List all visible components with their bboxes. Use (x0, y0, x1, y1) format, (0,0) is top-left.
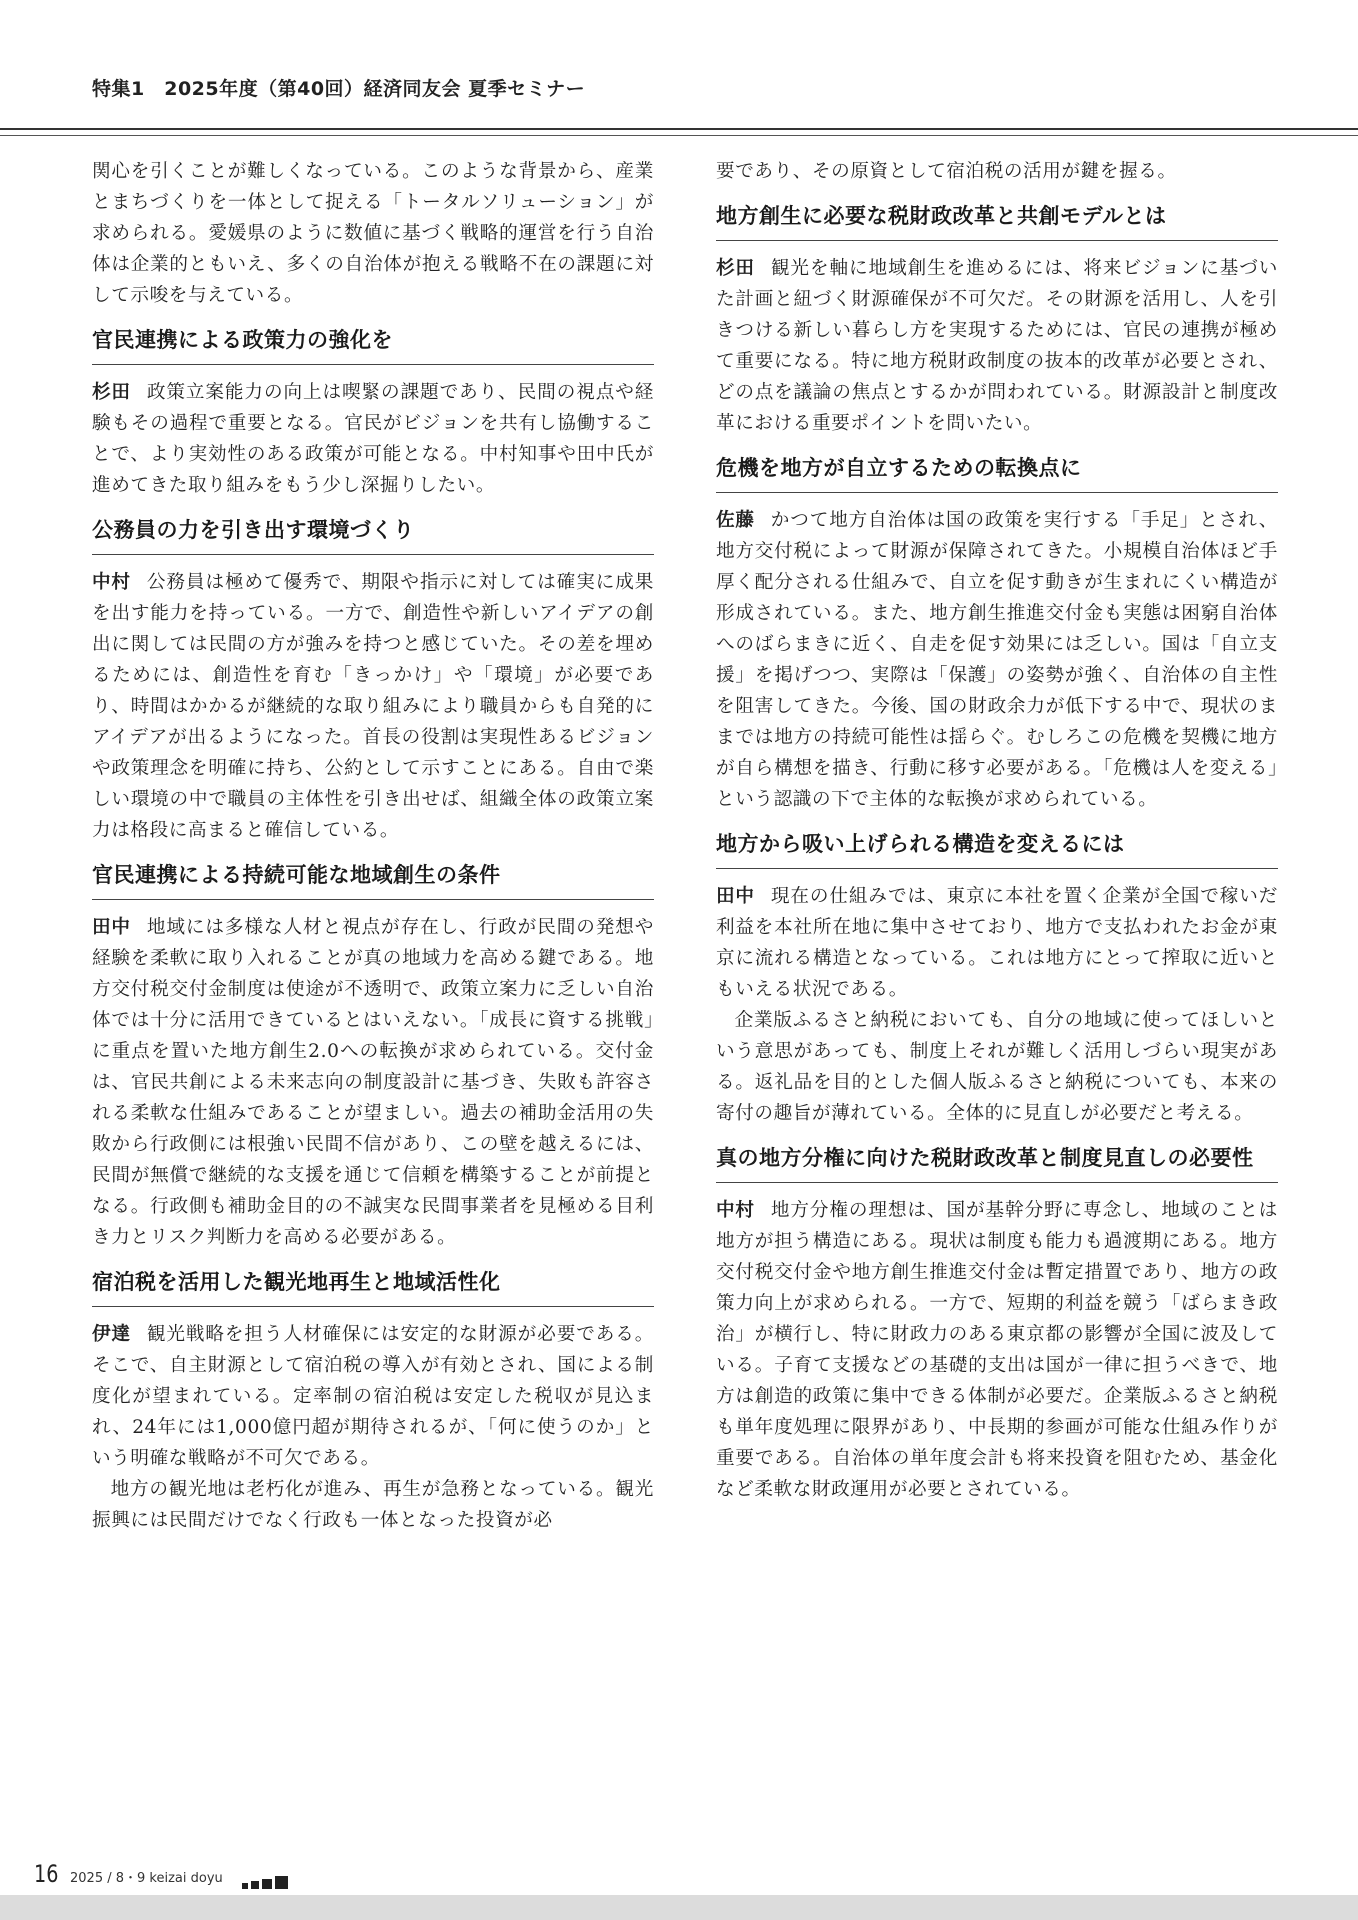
square-icon (275, 1876, 288, 1889)
section-heading: 危機を地方が自立するための転換点に (716, 453, 1278, 493)
speaker-name: 伊達 (92, 1324, 131, 1345)
section-paragraph (92, 1319, 654, 1474)
section-paragraph (92, 567, 654, 846)
section-paragraph (92, 377, 654, 501)
square-icon (242, 1883, 248, 1889)
header-rule (0, 128, 1358, 130)
section-heading: 官民連携による持続可能な地域創生の条件 (92, 860, 654, 900)
section-heading: 真の地方分権に向けた税財政改革と制度見直しの必要性 (716, 1143, 1278, 1183)
bottom-band (0, 1895, 1358, 1920)
continuation-paragraph: 地方の観光地は老朽化が進み、再生が急務となっている。観光振興には民間だけでなく行政も一体となった投資が必 (92, 1479, 654, 1531)
section-paragraph (716, 505, 1278, 815)
paragraph-text: かつて地方自治体は国の政策を実行する「手足」とされ、地方交付税によって財源が保障されてきた。小規模自治体ほど手厚く配分される仕組みで、自立を促す動きが生まれにくい構造が形成されている。また、地方創生推進交付金も実態は困窮自治体へのばらまきに近く、自走を促す効果には乏しい。国は「自立支援」を掲げつつ、実際は「保護」の姿勢が強く、自治体の自主性を阻害してきた。今後、国の財政余力が低下する中で、現状のままでは地方の持続可能性は揺らぐ。むしろこの危機を契機に地方が自ら構想を描き、行動に移す必要がある。「危機は人を変える」という認識の下で主体的な転換が求められている。 (716, 510, 1278, 810)
header-rule-thin (0, 135, 1358, 136)
section-heading: 地方から吸い上げられる構造を変えるには (716, 829, 1278, 869)
paragraph-text: 観光戦略を担う人材確保には安定的な財源が必要である。そこで、自主財源として宿泊税の導入が有効とされ、国による制度化が望まれている。定率制の宿泊税は安定した税収が見込まれ、24年には1,000億円超が期待されるが、「何に使うのか」という明確な戦略が不可欠である。 (92, 1324, 654, 1469)
continuation-paragraph: 企業版ふるさと納税においても、自分の地域に使ってほしいという意思があっても、制度上それが難しく活用しづらい現実がある。返礼品を目的とした個人版ふるさと納税についても、本来の寄付の趣旨が薄れている。全体的に見直しが必要だと考える。 (716, 1010, 1278, 1124)
speaker-name: 田中 (92, 917, 131, 938)
square-icon (262, 1879, 272, 1889)
speaker-name: 中村 (716, 1200, 755, 1221)
decorative-squares-icon (242, 1870, 291, 1884)
paragraph-text: 観光を軸に地域創生を進めるには、将来ビジョンに基づいた計画と紐づく財源確保が不可欠だ。その財源を活用し、人を引きつける新しい暮らし方を実現するためには、官民の連携が極めて重要になる。特に地方税財政制度の抜本的改革が必要とされ、どの点を議論の焦点とするかが問われている。財源設計と制度改革における重要ポイントを問いたい。 (716, 258, 1278, 434)
page-header (0, 0, 1358, 144)
page-footer (0, 1860, 1358, 1890)
speaker-name: 中村 (92, 572, 131, 593)
intro-paragraph: 要であり、その原資として宿泊税の活用が鍵を握る。 (716, 161, 1177, 182)
square-icon (251, 1881, 259, 1889)
paragraph-text: 地方分権の理想は、国が基幹分野に専念し、地域のことは地方が担う構造にある。現状は制度も能力も過渡期にある。地方交付税交付金や地方創生推進交付金は暫定措置であり、地方の政策力向上が求められる。一方で、短期的利益を競う「ばらまき政治」が横行し、特に財政力のある東京都の影響が全国に波及している。子育て支援などの基礎的支出は国が一律に担うべきで、地方は創造的政策に集中できる体制が必要だ。企業版ふるさと納税も単年度処理に限界があり、中長期的参画が可能な仕組み作りが重要である。自治体の単年度会計も将来投資を阻むため、基金化など柔軟な財政運用が必要とされている。 (716, 1200, 1278, 1500)
intro-paragraph: 関心を引くことが難しくなっている。このような背景から、産業とまちづくりを一体として捉える「トータルソリューション」が求められる。愛媛県のように数値に基づく戦略的運営を行う自治体は企業的ともいえ、多くの自治体が抱える戦略不在の課題に対して示唆を与えている。 (92, 161, 654, 306)
publication-info: 2025 / 8・9 keizai doyu (70, 1871, 223, 1886)
paragraph-text: 地域には多様な人材と視点が存在し、行政が民間の発想や経験を柔軟に取り入れることが真の地域力を高める鍵である。地方交付税交付金制度は使途が不透明で、政策立案力に乏しい自治体では十分に活用できているとはいえない。「成長に資する挑戦」に重点を置いた地方創生2.0への転換が求められている。交付金は、官民共創による未来志向の制度設計に基づき、失敗も許容される柔軟な仕組みであることが望ましい。過去の補助金活用の失敗から行政側には根強い民間不信があり、この壁を越えるには、民間が無償で継続的な支援を通じて信頼を構築することが前提となる。行政側も補助金目的の不誠実な民間事業者を見極める目利き力とリスク判断力を高める必要がある。 (92, 917, 654, 1248)
speaker-name: 杉田 (716, 258, 755, 279)
speaker-name: 田中 (716, 886, 755, 907)
section-heading: 官民連携による政策力の強化を (92, 325, 654, 365)
right-column (716, 156, 1278, 1505)
section-heading: 宿泊税を活用した観光地再生と地域活性化 (92, 1267, 654, 1307)
speaker-name: 佐藤 (716, 510, 755, 531)
page-number: 16 (34, 1860, 59, 1888)
paragraph-text: 政策立案能力の向上は喫緊の課題であり、民間の視点や経験もその過程で重要となる。官民がビジョンを共有し協働することで、より実効性のある政策が可能となる。中村知事や田中氏が進めてきた取り組みをもう少し深掘りしたい。 (92, 382, 654, 496)
section-paragraph (92, 912, 654, 1253)
left-column (92, 156, 654, 1536)
speaker-name: 杉田 (92, 382, 131, 403)
section-heading: 地方創生に必要な税財政改革と共創モデルとは (716, 201, 1278, 241)
section-paragraph (716, 881, 1278, 1005)
section-paragraph (716, 253, 1278, 439)
section-heading: 公務員の力を引き出す環境づくり (92, 515, 654, 555)
feature-title: 特集1 2025年度（第40回）経済同友会 夏季セミナー (92, 78, 586, 100)
paragraph-text: 現在の仕組みでは、東京に本社を置く企業が全国で稼いだ利益を本社所在地に集中させており、地方で支払われたお金が東京に流れる構造となっている。これは地方にとって搾取に近いともいえる状況である。 (716, 886, 1278, 1000)
paragraph-text: 公務員は極めて優秀で、期限や指示に対しては確実に成果を出す能力を持っている。一方で、創造性や新しいアイデアの創出に関しては民間の方が強みを持つと感じていた。その差を埋めるためには、創造性を育む「きっかけ」や「環境」が必要であり、時間はかかるが継続的な取り組みにより職員からも自発的にアイデアが出るようになった。首長の役割は実現性あるビジョンや政策理念を明確に持ち、公約として示すことにある。自由で楽しい環境の中で職員の主体性を引き出せば、組織全体の政策立案力は格段に高まると確信している。 (92, 572, 654, 841)
section-paragraph (716, 1195, 1278, 1505)
